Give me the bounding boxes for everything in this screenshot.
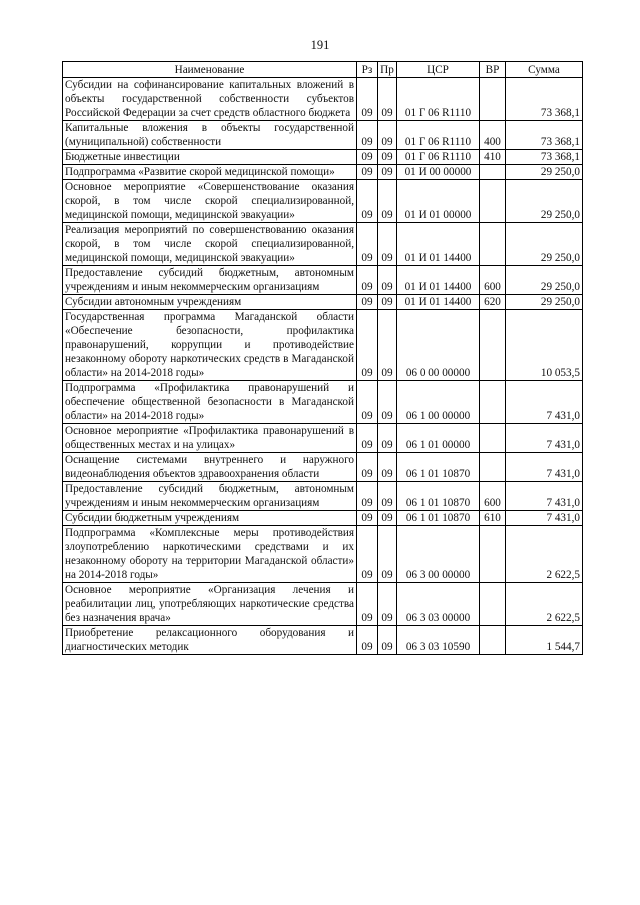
row-rz-cell: 09	[357, 583, 378, 626]
row-name-cell: Основное мероприятие «Совершенствование оказания скорой, в том числе скорой специализированной, медицинской помощи, медицинской эвакуации»	[63, 180, 357, 223]
row-rz-cell: 09	[357, 511, 378, 526]
row-vr-cell: 600	[480, 482, 506, 511]
row-vr-cell	[480, 626, 506, 655]
row-sum-cell: 7 431,0	[506, 482, 583, 511]
row-name-cell: Подпрограмма «Комплексные меры противодействия злоупотреблению наркотическими средствами и их незаконному обороту на территории Магаданской области» на 2014-2018 годы»	[63, 526, 357, 583]
row-rz-cell: 09	[357, 453, 378, 482]
row-rz-cell: 09	[357, 180, 378, 223]
table-row	[63, 310, 583, 381]
row-pr-cell: 09	[378, 180, 397, 223]
row-name-cell: Оснащение системами внутреннего и наружного видеонаблюдения объектов здравоохранения области	[63, 453, 357, 482]
column-header-rz: Рз	[357, 62, 378, 78]
row-csr-cell: 06 1 01 10870	[397, 482, 480, 511]
row-vr-cell	[480, 310, 506, 381]
row-vr-cell: 620	[480, 295, 506, 310]
row-csr-cell: 01 Г 06 R1110	[397, 150, 480, 165]
row-csr-cell: 01 И 01 14400	[397, 223, 480, 266]
table-row	[63, 223, 583, 266]
table-row	[63, 453, 583, 482]
row-rz-cell: 09	[357, 482, 378, 511]
table-row	[63, 165, 583, 180]
table-row	[63, 583, 583, 626]
row-sum-cell: 73 368,1	[506, 78, 583, 121]
row-pr-cell: 09	[378, 121, 397, 150]
row-name-cell: Подпрограмма «Развитие скорой медицинской помощи»	[63, 165, 357, 180]
row-name-cell: Бюджетные инвестиции	[63, 150, 357, 165]
row-name-cell: Предоставление субсидий бюджетным, автономным учреждениям и иным некоммерческим организациям	[63, 266, 357, 295]
row-vr-cell	[480, 453, 506, 482]
row-pr-cell: 09	[378, 310, 397, 381]
column-header-sum: Сумма	[506, 62, 583, 78]
row-sum-cell: 2 622,5	[506, 526, 583, 583]
row-pr-cell: 09	[378, 626, 397, 655]
row-vr-cell: 410	[480, 150, 506, 165]
row-sum-cell: 73 368,1	[506, 150, 583, 165]
row-pr-cell: 09	[378, 78, 397, 121]
row-rz-cell: 09	[357, 223, 378, 266]
row-csr-cell: 01 И 01 00000	[397, 180, 480, 223]
column-header-vr: ВР	[480, 62, 506, 78]
row-rz-cell: 09	[357, 295, 378, 310]
row-name-cell: Субсидии на софинансирование капитальных вложений в объекты государственной собственности субъектов Российской Федерации за счет средств областного бюджета	[63, 78, 357, 121]
row-rz-cell: 09	[357, 381, 378, 424]
row-name-cell: Приобретение релаксационного оборудования и диагностических методик	[63, 626, 357, 655]
row-sum-cell: 7 431,0	[506, 453, 583, 482]
row-sum-cell: 29 250,0	[506, 295, 583, 310]
row-vr-cell	[480, 381, 506, 424]
table-header-row	[63, 62, 583, 78]
row-pr-cell: 09	[378, 150, 397, 165]
row-sum-cell: 7 431,0	[506, 424, 583, 453]
row-pr-cell: 09	[378, 295, 397, 310]
row-vr-cell	[480, 78, 506, 121]
row-pr-cell: 09	[378, 526, 397, 583]
row-vr-cell	[480, 180, 506, 223]
budget-table	[62, 61, 583, 655]
row-pr-cell: 09	[378, 223, 397, 266]
row-name-cell: Реализация мероприятий по совершенствованию оказания скорой, в том числе скорой специализированной, медицинской помощи, медицинской эвакуации»	[63, 223, 357, 266]
row-sum-cell: 7 431,0	[506, 511, 583, 526]
row-csr-cell: 06 1 01 00000	[397, 424, 480, 453]
row-sum-cell: 2 622,5	[506, 583, 583, 626]
row-csr-cell: 06 1 00 00000	[397, 381, 480, 424]
row-sum-cell: 29 250,0	[506, 266, 583, 295]
row-vr-cell	[480, 583, 506, 626]
row-vr-cell	[480, 526, 506, 583]
table-row	[63, 511, 583, 526]
row-sum-cell: 29 250,0	[506, 180, 583, 223]
row-pr-cell: 09	[378, 266, 397, 295]
table-row	[63, 180, 583, 223]
row-rz-cell: 09	[357, 165, 378, 180]
row-sum-cell: 1 544,7	[506, 626, 583, 655]
table-row	[63, 78, 583, 121]
row-rz-cell: 09	[357, 424, 378, 453]
table-row	[63, 424, 583, 453]
row-sum-cell: 73 368,1	[506, 121, 583, 150]
row-pr-cell: 09	[378, 381, 397, 424]
row-name-cell: Основное мероприятие «Организация лечения и реабилитации лиц, употребляющих наркотические средства без назначения врача»	[63, 583, 357, 626]
row-vr-cell	[480, 223, 506, 266]
row-sum-cell: 7 431,0	[506, 381, 583, 424]
row-csr-cell: 06 1 01 10870	[397, 511, 480, 526]
row-rz-cell: 09	[357, 150, 378, 165]
row-csr-cell: 06 3 00 00000	[397, 526, 480, 583]
row-pr-cell: 09	[378, 424, 397, 453]
row-csr-cell: 01 И 01 14400	[397, 266, 480, 295]
row-name-cell: Государственная программа Магаданской области «Обеспечение безопасности, профилактика правонарушений, коррупции и противодействие незаконному обороту наркотических средств в Магаданской области» на 2014-2018 годы»	[63, 310, 357, 381]
row-csr-cell: 06 1 01 10870	[397, 453, 480, 482]
row-sum-cell: 29 250,0	[506, 165, 583, 180]
row-rz-cell: 09	[357, 310, 378, 381]
row-name-cell: Субсидии бюджетным учреждениям	[63, 511, 357, 526]
row-csr-cell: 01 И 01 14400	[397, 295, 480, 310]
row-name-cell: Основное мероприятие «Профилактика правонарушений в общественных местах и на улицах»	[63, 424, 357, 453]
column-header-csr: ЦСР	[397, 62, 480, 78]
row-pr-cell: 09	[378, 583, 397, 626]
row-vr-cell	[480, 424, 506, 453]
row-csr-cell: 06 0 00 00000	[397, 310, 480, 381]
row-vr-cell	[480, 165, 506, 180]
row-rz-cell: 09	[357, 526, 378, 583]
row-csr-cell: 01 Г 06 R1110	[397, 78, 480, 121]
table-row	[63, 121, 583, 150]
column-header-pr: Пр	[378, 62, 397, 78]
row-name-cell: Подпрограмма «Профилактика правонарушений и обеспечение общественной безопасности в Магаданской области» на 2014-2018 годы»	[63, 381, 357, 424]
table-row	[63, 526, 583, 583]
row-name-cell: Предоставление субсидий бюджетным, автономным учреждениям и иным некоммерческим организациям	[63, 482, 357, 511]
row-pr-cell: 09	[378, 453, 397, 482]
row-sum-cell: 29 250,0	[506, 223, 583, 266]
table-body	[63, 78, 583, 655]
row-pr-cell: 09	[378, 511, 397, 526]
table-row	[63, 295, 583, 310]
row-csr-cell: 06 3 03 10590	[397, 626, 480, 655]
page-number: 191	[310, 38, 330, 52]
row-vr-cell: 600	[480, 266, 506, 295]
row-rz-cell: 09	[357, 266, 378, 295]
row-name-cell: Капитальные вложения в объекты государственной (муниципальной) собственности	[63, 121, 357, 150]
row-vr-cell: 400	[480, 121, 506, 150]
table-row	[63, 626, 583, 655]
row-rz-cell: 09	[357, 121, 378, 150]
table-row	[63, 150, 583, 165]
column-header-name: Наименование	[63, 62, 357, 78]
row-sum-cell: 10 053,5	[506, 310, 583, 381]
row-csr-cell: 06 3 03 00000	[397, 583, 480, 626]
table-row	[63, 381, 583, 424]
row-csr-cell: 01 Г 06 R1110	[397, 121, 480, 150]
row-rz-cell: 09	[357, 78, 378, 121]
row-csr-cell: 01 И 00 00000	[397, 165, 480, 180]
row-pr-cell: 09	[378, 165, 397, 180]
row-name-cell: Субсидии автономным учреждениям	[63, 295, 357, 310]
row-vr-cell: 610	[480, 511, 506, 526]
table-row	[63, 482, 583, 511]
row-rz-cell: 09	[357, 626, 378, 655]
row-pr-cell: 09	[378, 482, 397, 511]
table-row	[63, 266, 583, 295]
